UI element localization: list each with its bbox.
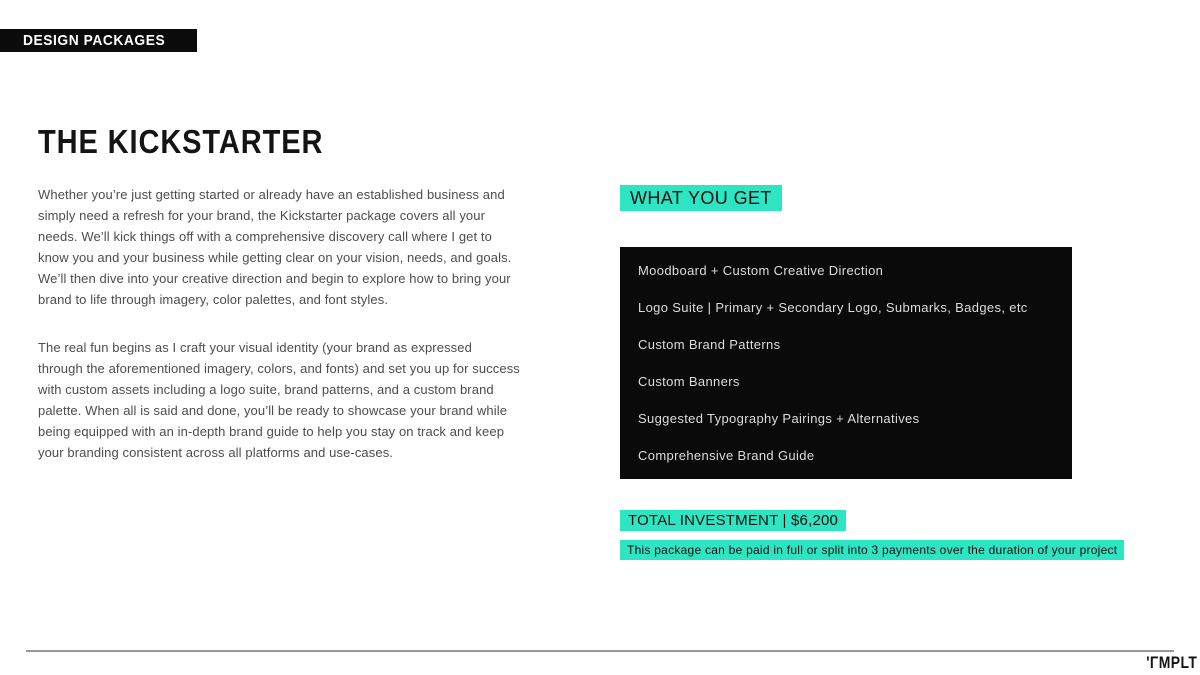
description-paragraph-2: The real fun begins as I craft your visual identity (your brand as expressed through the aforementioned imagery, colors, and fonts) and set you up for success with custom assets including a logo suite, brand patterns, and a custom brand palette. When all is said and done, you’ll be ready to showcase your brand while being equipped with an in-depth brand guide to help you stay on track and keep your branding consistent across all platforms and use-cases.	[38, 340, 520, 460]
footer-divider	[26, 650, 1174, 652]
description-paragraph-1: Whether you’re just getting started or already have an established business and simply need a refresh for your brand, the Kickstarter package covers all your needs. We’ll kick things off with a comprehensive discovery call where I get to know you and your business while getting clear on your vision, needs, and goals. We’ll then dive into your creative direction and begin to explore how to bring your brand to life through imagery, color palettes, and font styles.	[38, 187, 512, 307]
payment-note: This package can be paid in full or split into 3 payments over the duration of your project	[620, 540, 1124, 560]
package-description	[38, 184, 520, 490]
page-title: THE KICKSTARTER	[38, 123, 324, 160]
feature-item: Moodboard + Custom Creative Direction	[638, 263, 884, 278]
tmplt-logo: 'ΓMPLT	[1145, 653, 1197, 672]
page-tag-label: DESIGN PACKAGES	[23, 32, 166, 49]
feature-item: Custom Brand Patterns	[638, 337, 781, 352]
features-list	[620, 247, 1072, 479]
page-tag	[0, 29, 197, 52]
feature-item: Custom Banners	[638, 374, 740, 389]
total-investment: TOTAL INVESTMENT | $6,200	[620, 510, 846, 531]
feature-item: Suggested Typography Pairings + Alternatives	[638, 411, 920, 426]
feature-item: Logo Suite | Primary + Secondary Logo, Submarks, Badges, etc	[638, 300, 1028, 315]
feature-item: Comprehensive Brand Guide	[638, 448, 815, 463]
what-you-get-label: WHAT YOU GET	[630, 187, 772, 208]
what-you-get-heading	[620, 185, 782, 211]
